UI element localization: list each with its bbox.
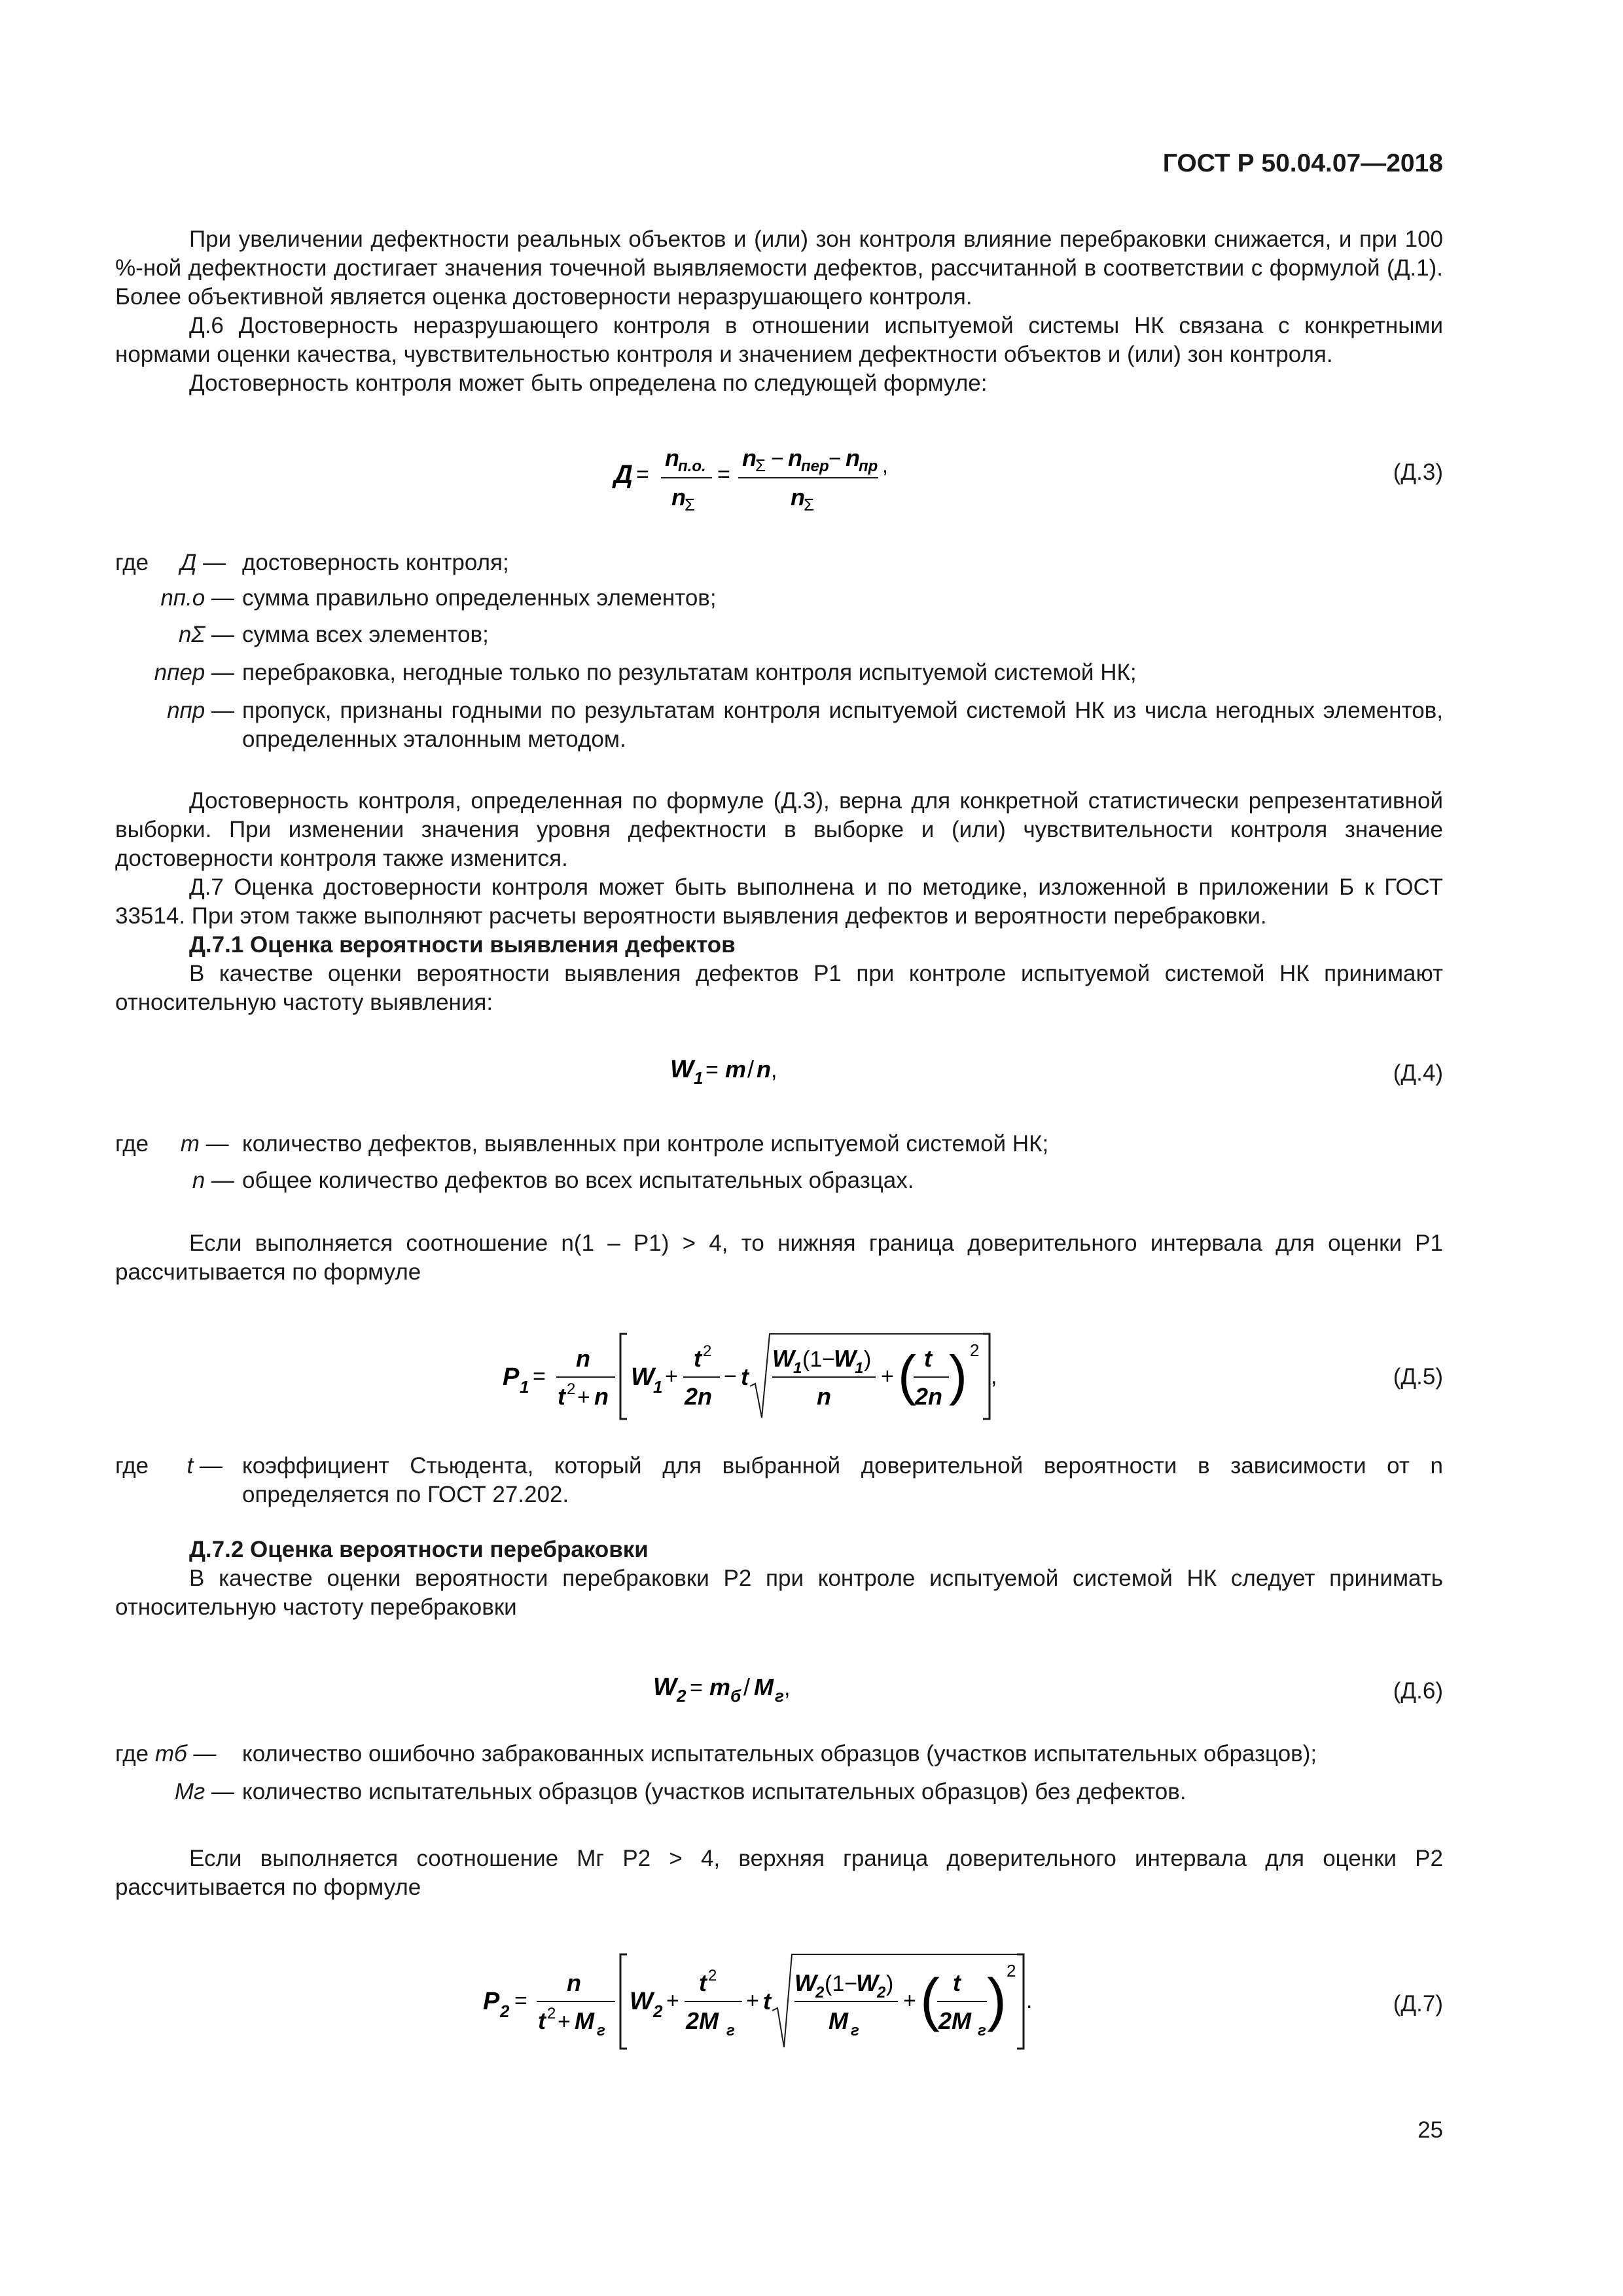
definition: общее количество дефектов во всех испытательных образцах. xyxy=(242,1168,914,1193)
svg-text:2: 2 xyxy=(703,1342,712,1360)
svg-text:,: , xyxy=(882,454,888,477)
svg-text:n: n xyxy=(594,1383,609,1410)
svg-text:W: W xyxy=(670,1056,694,1083)
svg-text:W: W xyxy=(794,1969,817,1996)
svg-text:,: , xyxy=(771,1058,777,1083)
svg-text:,: , xyxy=(991,1364,997,1389)
svg-text:t: t xyxy=(763,1988,771,2015)
svg-text:2: 2 xyxy=(1007,1961,1016,1981)
where-prefix: где xyxy=(115,550,149,575)
dash: — xyxy=(211,698,234,723)
where-list-d5 xyxy=(115,1452,1443,1509)
svg-text:−: − xyxy=(724,1364,737,1389)
symbol: mб xyxy=(154,1741,187,1767)
definition: коэффициент Стьюдента, который для выбранной доверительной вероятности в зависимости от n определяется по ГОСТ 27.202. xyxy=(242,1453,1443,1507)
svg-text:Σ: Σ xyxy=(685,495,696,514)
dash: — xyxy=(211,622,234,647)
equation-number-d6: (Д.6) xyxy=(1393,1678,1443,1704)
svg-text:/: / xyxy=(747,1056,755,1083)
svg-text:Σ: Σ xyxy=(755,456,766,475)
svg-text:п.о.: п.о. xyxy=(678,457,706,475)
intro-text xyxy=(115,225,1443,398)
definition: перебраковка, негодные только по результатам контроля испытуемой системой НК; xyxy=(242,660,1137,685)
svg-text:2: 2 xyxy=(708,1967,717,1984)
equation-number-d7: (Д.7) xyxy=(1393,1991,1443,2017)
svg-text:t: t xyxy=(953,1969,961,1996)
formula-d3 xyxy=(609,440,916,525)
svg-text:−: − xyxy=(771,446,784,471)
definition: количество дефектов, выявленных при контроле испытуемой системой НК; xyxy=(242,1131,1049,1157)
definition: количество ошибочно забракованных испытательных образцов (участков испытательных образцов); xyxy=(242,1741,1317,1767)
svg-text:2M: 2M xyxy=(686,2007,719,2034)
svg-text:Σ: Σ xyxy=(804,495,815,514)
svg-text:W: W xyxy=(834,1345,856,1372)
svg-text:(: ( xyxy=(898,1344,916,1406)
where-row xyxy=(115,658,1443,696)
where-row xyxy=(115,696,1443,754)
symbol: Д xyxy=(180,550,197,575)
paragraph-d7: Д.7 Оценка достоверности контроля может быть выполнена и по методике, изложенной в приложении Б к ГОСТ 33514. При этом также выполняют расчеты вероятности выявления дефектов и вероятности перебраковки. xyxy=(115,874,1443,929)
svg-text:1: 1 xyxy=(520,1377,529,1397)
svg-text:): ) xyxy=(886,1971,894,1996)
dash: — xyxy=(193,1741,217,1767)
svg-text:2: 2 xyxy=(677,1686,687,1706)
svg-text:m: m xyxy=(709,1674,731,1700)
symbol: m xyxy=(180,1131,200,1157)
equation-number-d4: (Д.4) xyxy=(1393,1060,1443,1086)
svg-text:W: W xyxy=(653,1674,677,1701)
svg-text:): ) xyxy=(987,1967,1007,2033)
svg-text:n: n xyxy=(817,1383,831,1410)
svg-text:n: n xyxy=(791,484,805,511)
svg-text:n: n xyxy=(665,444,679,471)
dash: — xyxy=(205,1131,229,1157)
svg-text:n: n xyxy=(757,1056,771,1083)
paragraph-formula-intro: Достоверность контроля может быть определена по следующей формуле: xyxy=(189,370,988,396)
paragraph-validity: Достоверность контроля, определенная по формуле (Д.3), верна для конкретной статистически репрезентативной выборки. При изменении значения уровня дефектности в выборке и (или) чувствительности контроля значение достоверности контроля также изменится. xyxy=(115,788,1443,871)
svg-text:(: ( xyxy=(920,1967,940,2033)
svg-text:=: = xyxy=(514,1988,527,2013)
svg-text:P: P xyxy=(503,1363,520,1391)
formula-d7 xyxy=(475,1937,1038,2062)
svg-text:пер: пер xyxy=(801,457,829,475)
page-number: 25 xyxy=(1418,2117,1443,2143)
formula-d6 xyxy=(651,1665,821,1711)
svg-text:): ) xyxy=(949,1344,967,1406)
symbol: nпер xyxy=(154,660,205,685)
svg-text:(1−: (1− xyxy=(825,1971,858,1996)
formula-d4 xyxy=(668,1047,825,1093)
svg-text:W: W xyxy=(856,1969,878,1996)
svg-text:г: г xyxy=(978,2022,986,2039)
svg-text:+: + xyxy=(666,1988,679,2013)
dash: — xyxy=(211,585,234,611)
dash: — xyxy=(199,1453,223,1479)
svg-text:+: + xyxy=(577,1385,590,1410)
where-prefix: где xyxy=(115,1131,149,1157)
where-row xyxy=(115,620,1443,658)
where-prefix: где xyxy=(115,1741,149,1767)
svg-text:+: + xyxy=(665,1364,678,1389)
svg-text:2n: 2n xyxy=(685,1383,713,1410)
svg-text:2: 2 xyxy=(877,1984,886,2001)
document-code: ГОСТ Р 50.04.07—2018 xyxy=(1162,149,1443,177)
paragraph-d6: Д.6 Достоверность неразрушающего контроля в отношении испытуемой системы НК связана с конкретными нормами оценки качества, чувствительностью контроля и значением дефектности объектов и (или) зон контроля. xyxy=(115,313,1443,367)
svg-text:2: 2 xyxy=(567,1380,576,1398)
svg-text:+: + xyxy=(746,1988,759,2013)
svg-text:+: + xyxy=(558,2009,571,2034)
svg-text:б: б xyxy=(730,1686,741,1706)
dash: — xyxy=(211,1168,234,1193)
svg-text:n: n xyxy=(846,444,860,471)
paragraph-upper-bound: Если выполняется соотношение Mг P2 > 4, верхняя граница доверительного интервала для оценки P2 рассчитывается по формуле xyxy=(115,1846,1443,1900)
svg-text:t: t xyxy=(741,1363,749,1390)
heading-d72: Д.7.2 Оценка вероятности перебраковки xyxy=(189,1537,649,1562)
rejection-text xyxy=(115,1535,1443,1622)
svg-text:2: 2 xyxy=(970,1340,980,1360)
svg-text:=: = xyxy=(533,1364,546,1389)
svg-text:M: M xyxy=(829,2007,848,2034)
svg-text:t: t xyxy=(924,1345,932,1372)
svg-text:t: t xyxy=(699,1969,707,1996)
svg-text:n: n xyxy=(567,1969,581,1996)
upper-bound-text xyxy=(115,1844,1443,1902)
formula-d5 xyxy=(497,1321,995,1432)
svg-text:W: W xyxy=(772,1345,794,1372)
svg-text:M: M xyxy=(575,2007,594,2034)
paragraph-lower-bound: Если выполняется соотношение n(1 – P1) > 4, то нижняя граница доверительного интервала для оценки P1 рассчитывается по формуле xyxy=(115,1230,1443,1285)
svg-text:,: , xyxy=(784,1676,791,1700)
svg-text:г: г xyxy=(726,2022,735,2039)
svg-text:1: 1 xyxy=(793,1359,802,1377)
svg-text:.: . xyxy=(1026,1988,1033,2013)
svg-text:г: г xyxy=(775,1686,784,1706)
symbol: Mг xyxy=(174,1779,205,1804)
svg-text:2: 2 xyxy=(653,2001,663,2021)
where-row xyxy=(115,1166,1443,1195)
where-row xyxy=(115,1130,1443,1166)
paragraph-defectivity: При увеличении дефектности реальных объектов и (или) зон контроля влияние перебраковки снижается, и при 100 %-ной дефектности достигает значения точечной выявляемости дефектов, рассчитанной в соответствии с формулой (Д.1). Более объективной является оценка достоверности неразрушающего контроля. xyxy=(115,226,1443,310)
svg-text:Д: Д xyxy=(614,460,633,489)
equation-number-d3: (Д.3) xyxy=(1393,459,1443,485)
where-row xyxy=(115,1778,1443,1806)
definition: количество испытательных образцов (участков испытательных образцов) без дефектов. xyxy=(242,1779,1186,1804)
svg-text:t: t xyxy=(538,2007,546,2034)
svg-text:M: M xyxy=(754,1674,774,1700)
svg-text:t: t xyxy=(694,1345,702,1372)
definition: достоверность контроля; xyxy=(242,550,509,575)
definition: сумма всех элементов; xyxy=(242,622,489,647)
svg-text:/: / xyxy=(743,1674,751,1700)
svg-text:W: W xyxy=(631,1363,654,1391)
svg-text:m: m xyxy=(725,1056,747,1083)
where-prefix: где xyxy=(115,1453,149,1479)
svg-text:2: 2 xyxy=(547,2005,556,2022)
svg-text:=: = xyxy=(636,462,649,487)
symbol: nΣ xyxy=(178,622,205,647)
svg-text:n: n xyxy=(576,1345,590,1372)
svg-text:+: + xyxy=(881,1364,894,1389)
paragraph-detection: В качестве оценки вероятности выявления дефектов P1 при контроле испытуемой системой НК принимают относительную частоту выявления: xyxy=(115,961,1443,1015)
where-list-d4 xyxy=(115,1130,1443,1195)
where-list-d6 xyxy=(115,1740,1443,1806)
svg-text:=: = xyxy=(717,462,730,487)
dash: — xyxy=(211,1779,234,1804)
where-row xyxy=(115,584,1443,620)
svg-text:P: P xyxy=(483,1988,500,2015)
equation-number-d5: (Д.5) xyxy=(1393,1364,1443,1390)
svg-text:n: n xyxy=(788,444,802,471)
svg-text:1: 1 xyxy=(694,1068,704,1088)
svg-text:+: + xyxy=(903,1988,916,2013)
symbol: n xyxy=(192,1168,205,1193)
svg-text:=: = xyxy=(690,1676,703,1700)
definition: сумма правильно определенных элементов; xyxy=(242,585,717,611)
paragraph-rejection: В качестве оценки вероятности перебраковки P2 при контроле испытуемой системой НК следует принимать относительную частоту перебраковки xyxy=(115,1566,1443,1620)
svg-text:W: W xyxy=(630,1988,653,2015)
svg-text:t: t xyxy=(558,1383,565,1410)
lower-bound-text xyxy=(115,1229,1443,1287)
svg-text:2n: 2n xyxy=(915,1383,943,1410)
where-list-d3 xyxy=(115,548,1443,754)
symbol: nп.о xyxy=(160,585,205,611)
svg-text:г: г xyxy=(597,2022,605,2039)
svg-text:1: 1 xyxy=(855,1359,864,1377)
dash: — xyxy=(211,660,234,685)
symbol: nпр xyxy=(167,698,205,723)
heading-d71: Д.7.1 Оценка вероятности выявления дефектов xyxy=(189,932,736,958)
svg-text:n: n xyxy=(671,484,686,511)
dash: — xyxy=(203,550,226,575)
symbol: t xyxy=(187,1453,194,1479)
svg-text:2M: 2M xyxy=(938,2007,972,2034)
svg-text:г: г xyxy=(851,2022,859,2039)
svg-text:n: n xyxy=(742,444,757,471)
svg-text:−: − xyxy=(829,446,842,471)
where-row xyxy=(115,1740,1443,1778)
svg-text:2: 2 xyxy=(500,2001,510,2021)
reliability-text xyxy=(115,787,1443,1017)
svg-text:=: = xyxy=(705,1058,719,1083)
svg-text:(1−: (1− xyxy=(802,1347,836,1372)
svg-text:2: 2 xyxy=(815,1984,825,2001)
where-row xyxy=(115,548,1443,584)
svg-text:1: 1 xyxy=(653,1377,663,1397)
where-row xyxy=(115,1452,1443,1509)
svg-text:): ) xyxy=(864,1347,872,1372)
definition: пропуск, признаны годными по результатам контроля испытуемой системой НК из числа негодных элементов, определенных эталонным методом. xyxy=(242,698,1443,752)
svg-text:пр: пр xyxy=(859,457,878,475)
